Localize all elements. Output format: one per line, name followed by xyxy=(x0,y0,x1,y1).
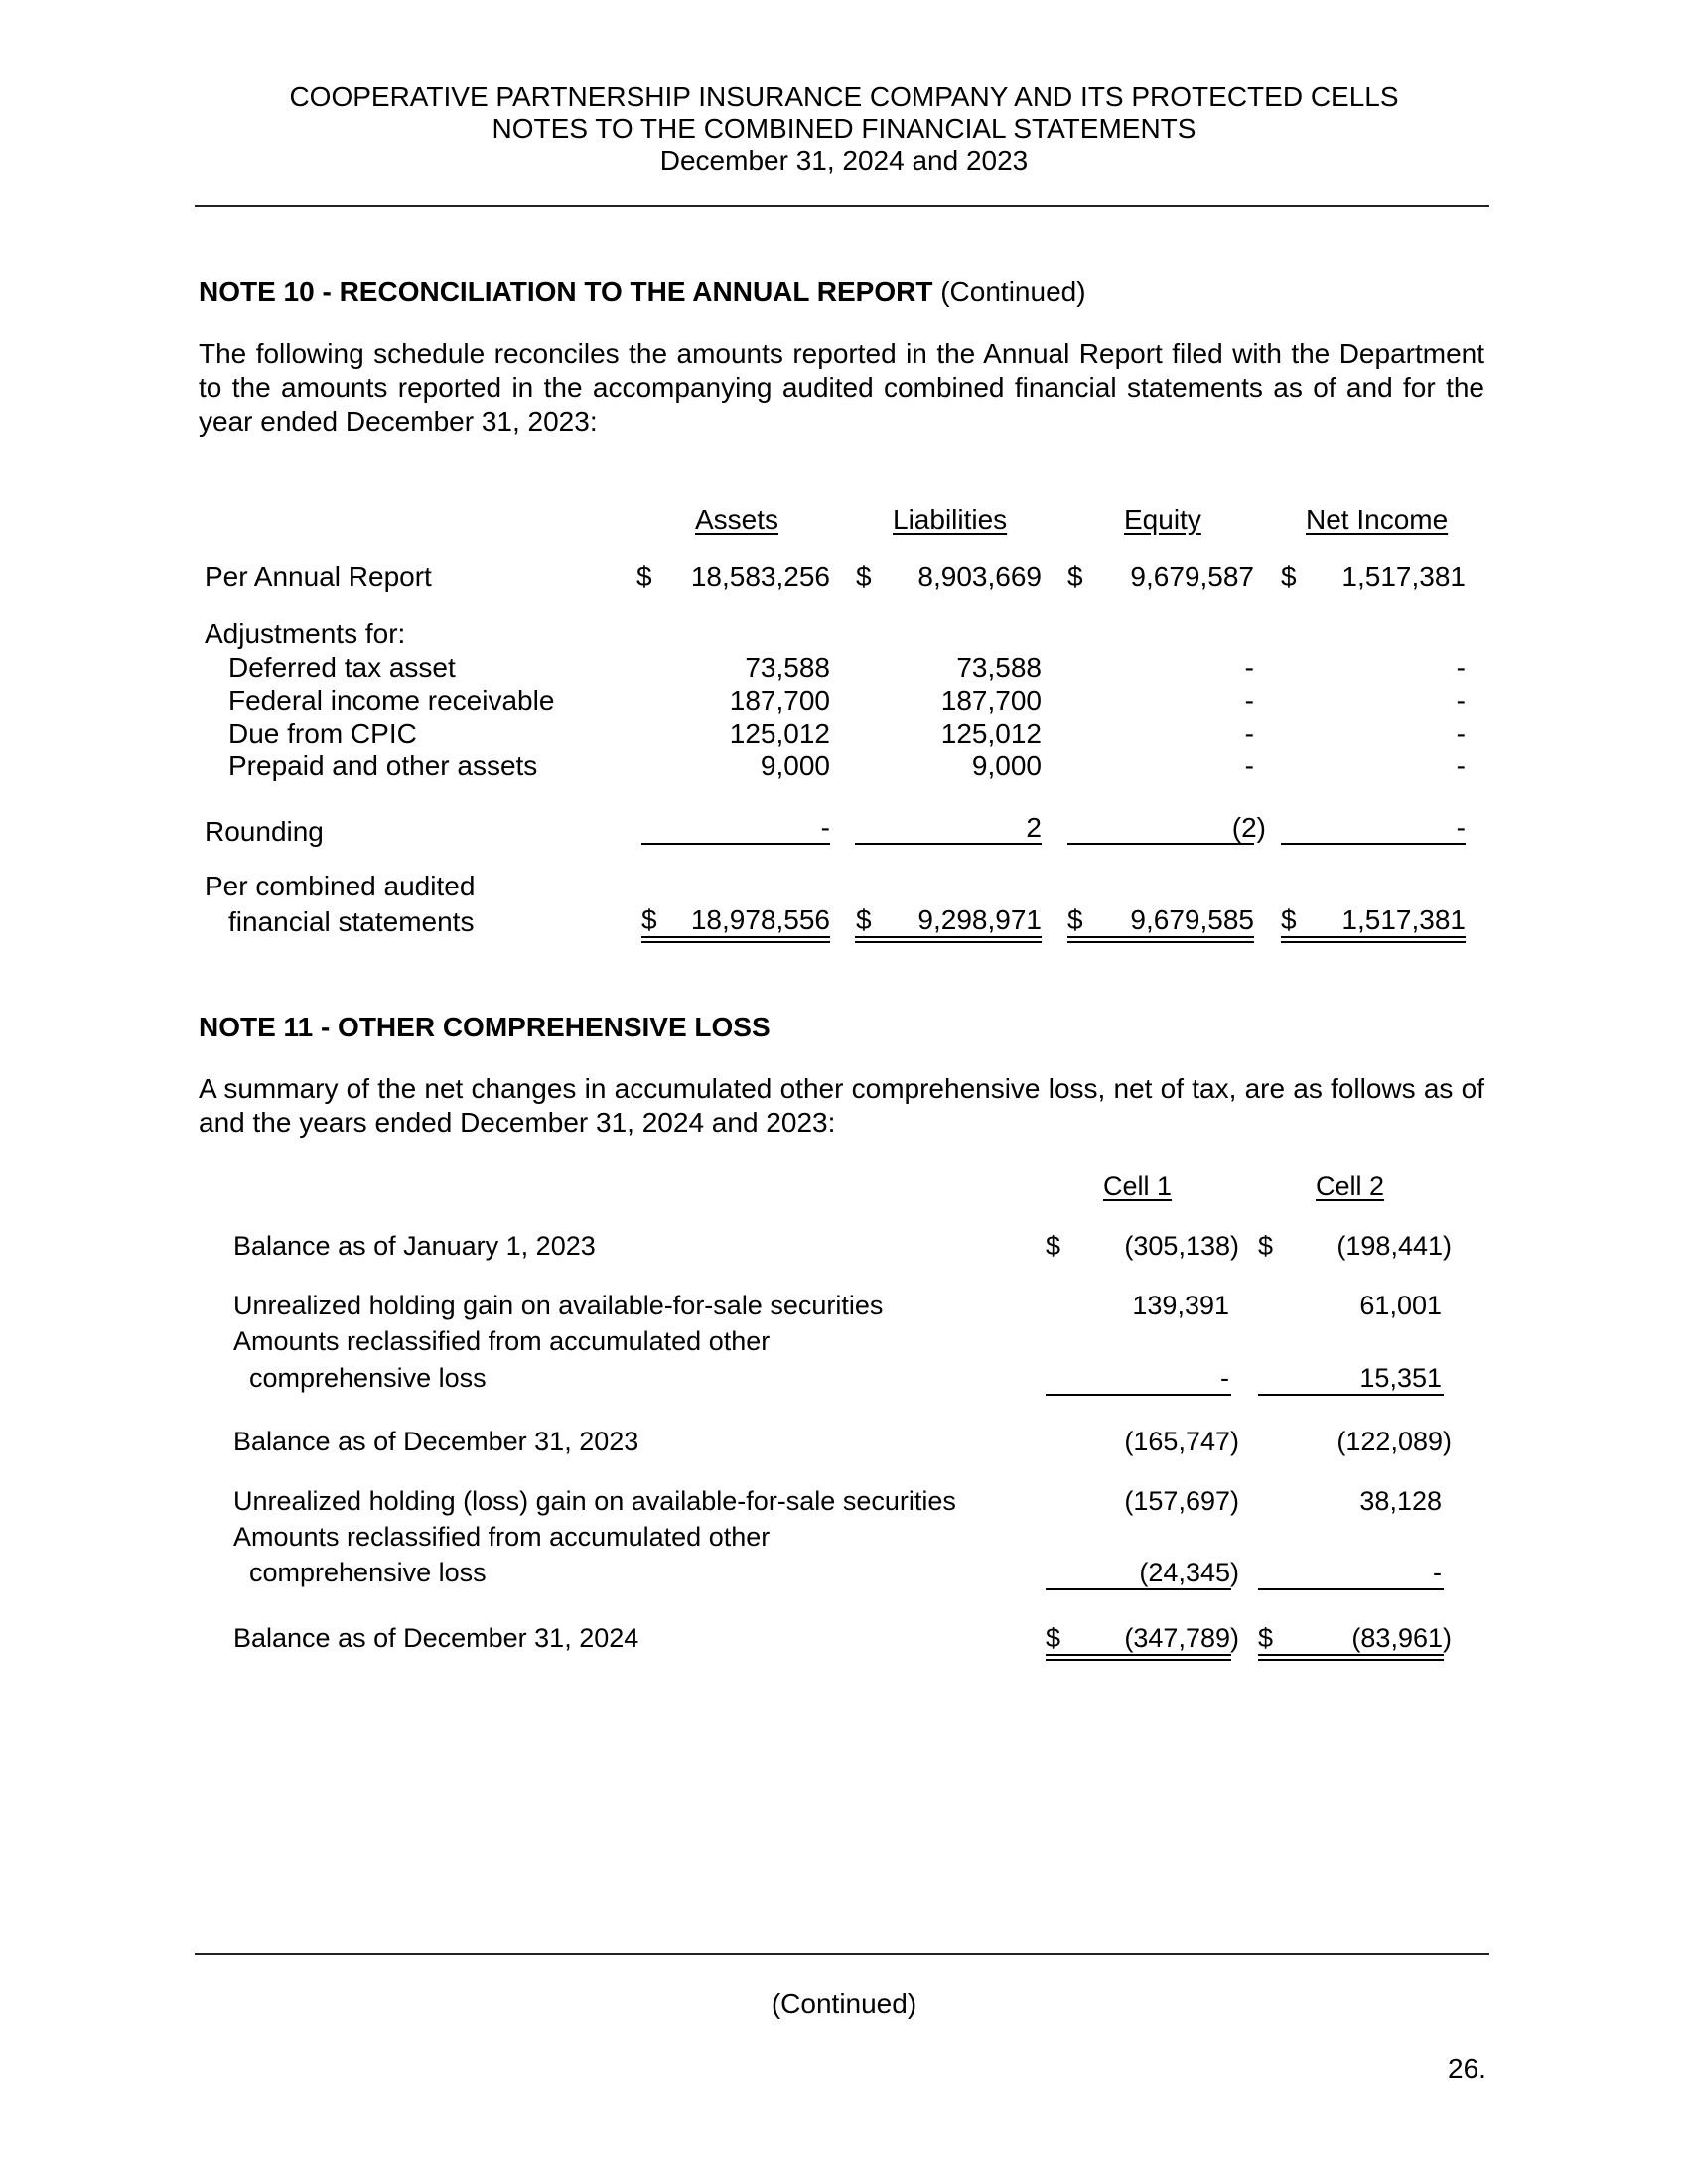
row-label: Rounding xyxy=(205,816,324,847)
value-equity: 9,679,587 xyxy=(1130,561,1254,592)
value-cell-2: - xyxy=(1433,1558,1442,1587)
total-double-underline xyxy=(855,936,1042,943)
value-equity: - xyxy=(1244,751,1254,781)
value-liabilities: 9,000 xyxy=(971,751,1042,781)
company-title: COOPERATIVE PARTNERSHIP INSURANCE COMPANY AND ITS PROTECTED CELLS xyxy=(289,81,1399,112)
row-label-line2: comprehensive loss xyxy=(249,1363,487,1393)
row-label-line1: Amounts reclassified from accumulated other xyxy=(233,1326,771,1356)
col-header-cell-2: Cell 2 xyxy=(1316,1171,1385,1201)
value-liabilities: 2 xyxy=(1026,812,1042,843)
value-cell-2: 61,001 xyxy=(1359,1291,1442,1320)
row-label: Unrealized holding (loss) gain on available-for-sale securities xyxy=(233,1486,956,1516)
note10-heading xyxy=(199,278,1086,306)
value-cell-1: (157,697) xyxy=(1124,1486,1239,1516)
note11-intro: A summary of the net changes in accumulated other comprehensive loss, net of tax, are as follows as of and the years ended December 31, 2024 and 2023: xyxy=(199,1073,1484,1138)
value-cell-2: (198,441) xyxy=(1336,1231,1452,1261)
subtotal-underline xyxy=(1046,1394,1231,1396)
note10-intro: The following schedule reconciles the amounts reported in the Annual Report filed with the Department to the amounts reported in the accompanying audited combined financial statements as of and for the year ended December 31, 2023: xyxy=(199,339,1484,437)
col-header-liabilities: Liabilities xyxy=(893,504,1008,535)
note11-heading: NOTE 11 - OTHER COMPREHENSIVE LOSS xyxy=(199,1012,771,1042)
col-header-assets: Assets xyxy=(695,504,779,535)
value-net-income: - xyxy=(1456,718,1466,749)
note10-heading-title: NOTE 10 - RECONCILIATION TO THE ANNUAL REPORT xyxy=(199,276,933,307)
currency-symbol: $ xyxy=(1067,561,1083,592)
value-assets: 18,583,256 xyxy=(690,561,830,592)
value-liabilities: 187,700 xyxy=(940,685,1042,716)
subtotal-underline xyxy=(1281,843,1466,845)
total-double-underline xyxy=(1258,1654,1444,1661)
currency-symbol: $ xyxy=(636,561,652,592)
total-double-underline xyxy=(1067,936,1254,943)
value-liabilities: 73,588 xyxy=(956,652,1042,683)
total-double-underline xyxy=(641,936,830,943)
value-cell-1: (305,138) xyxy=(1124,1231,1239,1261)
value-cell-1: (347,789) xyxy=(1124,1623,1239,1653)
row-label-line1: Per combined audited xyxy=(205,871,476,901)
total-double-underline xyxy=(1281,936,1466,943)
currency-symbol: $ xyxy=(1046,1231,1061,1261)
total-double-underline xyxy=(1046,1654,1231,1661)
subtotal-underline xyxy=(855,843,1042,845)
subtotal-underline xyxy=(1258,1588,1444,1590)
footer-divider xyxy=(195,1953,1489,1955)
value-cell-2: 15,351 xyxy=(1359,1363,1442,1393)
row-label: Due from CPIC xyxy=(228,718,417,749)
value-cell-1: - xyxy=(1220,1363,1229,1393)
note10-heading-suffix: (Continued) xyxy=(940,276,1086,307)
row-label-line2: financial statements xyxy=(228,906,475,937)
page-number: 26. xyxy=(1448,2053,1486,2084)
value-assets: 18,978,556 xyxy=(690,904,830,935)
value-net-income: 1,517,381 xyxy=(1341,904,1466,935)
col-header-equity: Equity xyxy=(1124,504,1201,535)
currency-symbol: $ xyxy=(856,561,872,592)
header-divider xyxy=(195,205,1489,207)
value-cell-1: 139,391 xyxy=(1132,1291,1229,1320)
row-label: Per Annual Report xyxy=(205,561,432,592)
value-liabilities: 125,012 xyxy=(940,718,1042,749)
value-equity: - xyxy=(1244,685,1254,716)
adjustments-label: Adjustments for: xyxy=(205,618,406,649)
currency-symbol: $ xyxy=(1281,561,1297,592)
currency-symbol: $ xyxy=(1067,904,1083,935)
row-label: Balance as of January 1, 2023 xyxy=(233,1231,596,1261)
value-net-income: - xyxy=(1456,812,1466,843)
row-label: Unrealized holding gain on available-for-sale securities xyxy=(233,1291,884,1320)
value-cell-1: (24,345) xyxy=(1139,1558,1239,1587)
row-label: Prepaid and other assets xyxy=(228,751,538,781)
value-liabilities: 9,298,971 xyxy=(917,904,1042,935)
value-net-income: - xyxy=(1456,685,1466,716)
currency-symbol: $ xyxy=(1258,1231,1274,1261)
document-subtitle: NOTES TO THE COMBINED FINANCIAL STATEMENTS xyxy=(492,113,1196,144)
document-date: December 31, 2024 and 2023 xyxy=(659,145,1029,176)
row-label: Balance as of December 31, 2024 xyxy=(233,1623,639,1653)
value-cell-1: (165,747) xyxy=(1124,1427,1239,1456)
col-header-net-income: Net Income xyxy=(1306,504,1449,535)
col-header-cell-1: Cell 1 xyxy=(1103,1171,1173,1201)
currency-symbol: $ xyxy=(856,904,872,935)
value-equity: 9,679,585 xyxy=(1130,904,1254,935)
value-cell-2: (122,089) xyxy=(1336,1427,1452,1456)
row-label-line2: comprehensive loss xyxy=(249,1558,487,1587)
currency-symbol: $ xyxy=(641,904,657,935)
currency-symbol: $ xyxy=(1281,904,1297,935)
currency-symbol: $ xyxy=(1258,1623,1274,1653)
row-label: Balance as of December 31, 2023 xyxy=(233,1427,639,1456)
subtotal-underline xyxy=(1258,1394,1444,1396)
row-label-line1: Amounts reclassified from accumulated other xyxy=(233,1522,771,1552)
subtotal-underline xyxy=(641,843,830,845)
value-cell-2: (83,961) xyxy=(1351,1623,1452,1653)
row-label: Deferred tax asset xyxy=(228,652,456,683)
value-assets: 9,000 xyxy=(760,751,830,781)
row-label: Federal income receivable xyxy=(228,685,555,716)
value-liabilities: 8,903,669 xyxy=(917,561,1042,592)
value-net-income: - xyxy=(1456,751,1466,781)
currency-symbol: $ xyxy=(1046,1623,1061,1653)
continued-label: (Continued) xyxy=(771,1988,917,2019)
value-assets: - xyxy=(820,812,830,843)
value-assets: 125,012 xyxy=(729,718,830,749)
value-net-income: - xyxy=(1456,652,1466,683)
value-net-income: 1,517,381 xyxy=(1341,561,1466,592)
value-equity: - xyxy=(1244,652,1254,683)
value-cell-2: 38,128 xyxy=(1359,1486,1442,1516)
subtotal-underline xyxy=(1046,1588,1231,1590)
subtotal-underline xyxy=(1067,843,1254,845)
value-equity: (2) xyxy=(1231,812,1266,843)
value-equity: - xyxy=(1244,718,1254,749)
value-assets: 73,588 xyxy=(745,652,830,683)
value-assets: 187,700 xyxy=(729,685,830,716)
